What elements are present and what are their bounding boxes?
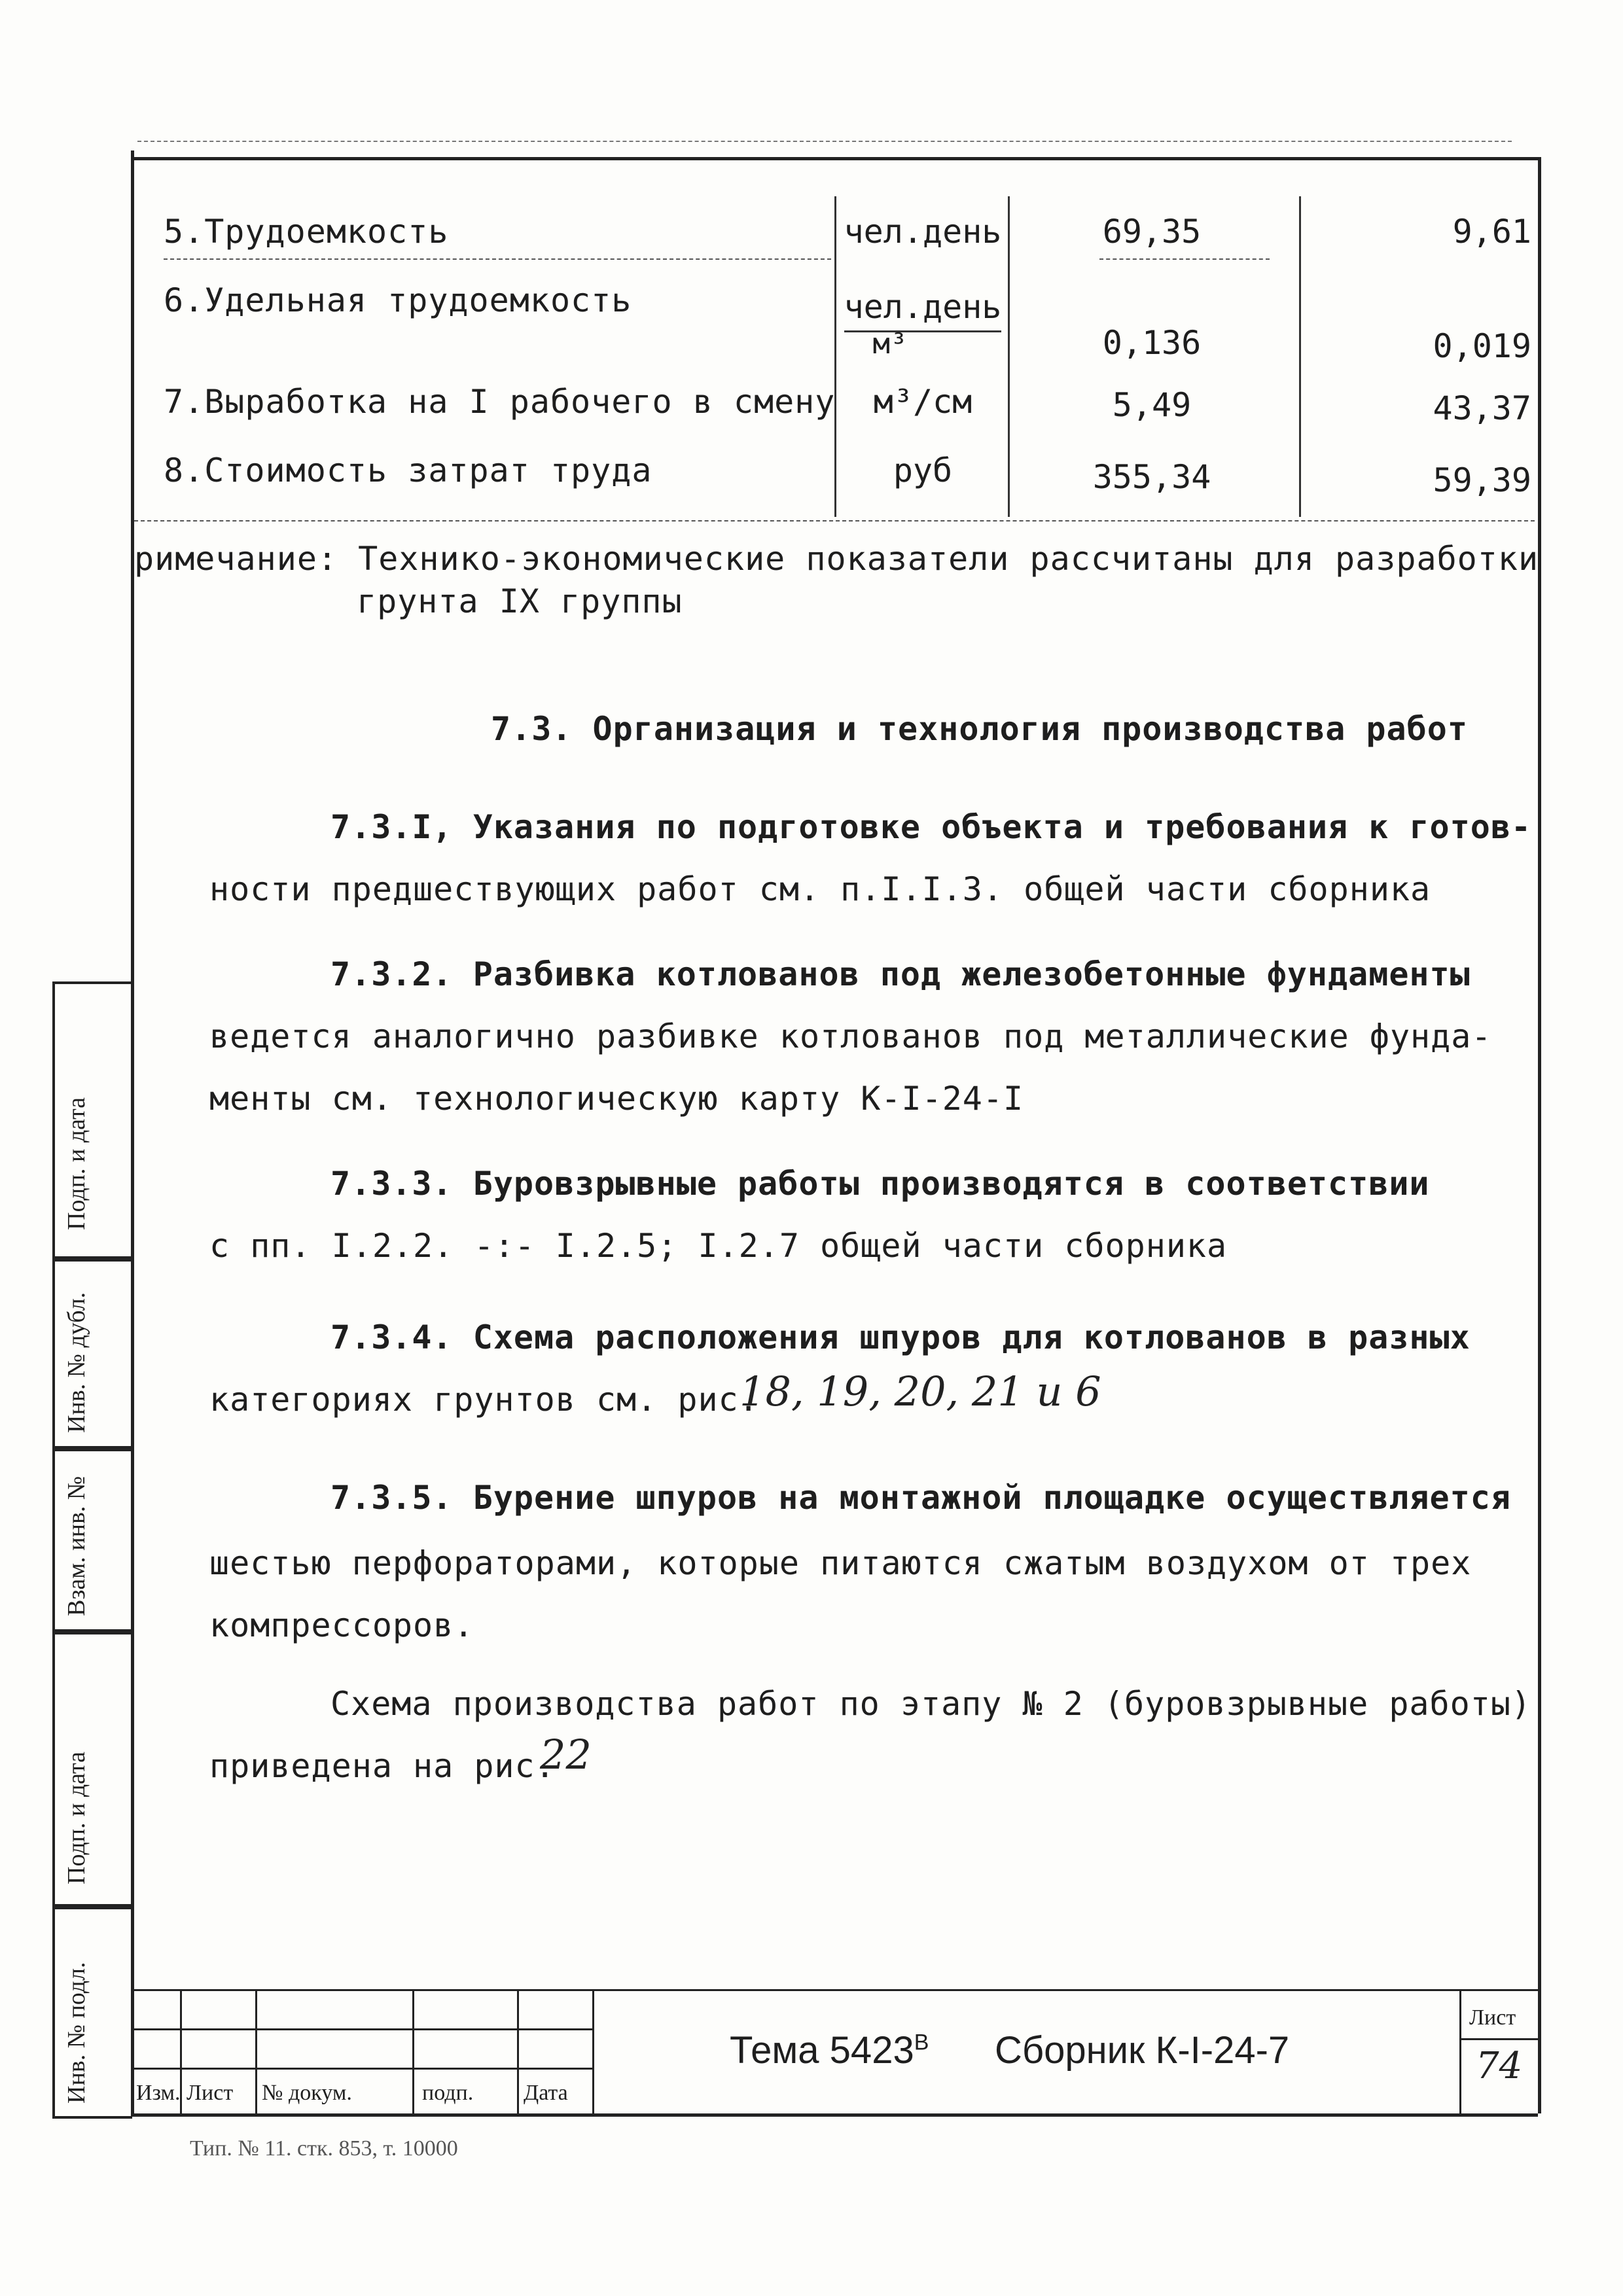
stamp-inv-podl: Инв. № подл. (63, 1962, 90, 2104)
table-row-unit: чел.день (844, 288, 1002, 326)
table-row-value-1: 0,136 (1102, 324, 1202, 362)
paragraph-line: менты см. технологическую карту К-I-24-I (209, 1080, 1024, 1118)
table-row-label: 7.Выработка на I рабочего в смену (164, 383, 836, 421)
title-block-sbornik: Сборник К-I-24-7 (995, 2029, 1290, 2072)
table-col-divider-3 (1299, 196, 1301, 517)
title-block-col-list: Лист (187, 2081, 234, 2105)
title-block-grid-line (134, 2068, 592, 2070)
paragraph-line: компрессоров. (209, 1606, 474, 1644)
table-row-label: 8.Стоимость затрат труда (164, 451, 652, 489)
stamp-inv-dubl: Инв. № дубл. (63, 1292, 90, 1433)
stamp-sign-date-1: Подп. и дата (63, 1097, 90, 1230)
table-row-value-2: 43,37 (1433, 389, 1531, 427)
table-row-value-2: 9,61 (1452, 213, 1531, 251)
table-row-unit: руб (893, 451, 953, 489)
title-block-col-sign: подп. (422, 2081, 474, 2105)
paragraph-line: приведена на рис. (209, 1747, 556, 1785)
table-bottom-line (134, 520, 1535, 521)
frame-right-border (1538, 157, 1541, 2113)
title-block-col-date: Дата (524, 2081, 568, 2105)
title-block-tema (730, 2028, 929, 2072)
title-block-col-izm: Изм. (136, 2081, 181, 2105)
stamp-vzam-inv: Взам. инв. № (63, 1475, 90, 1616)
paragraph-line: категориях грунтов см. рис. (209, 1381, 759, 1419)
table-row-unit-denominator: м³ (872, 327, 908, 361)
title-block-grid-line (1459, 2038, 1538, 2040)
table-row-value-1: 5,49 (1112, 386, 1192, 424)
title-block-grid-line (412, 1989, 414, 2113)
section-heading: 7.3. Организация и технология производства работ (491, 710, 1468, 748)
handwritten-figure-refs: 18, 19, 20, 21 и 6 (740, 1368, 1101, 1415)
table-col-divider-1 (834, 196, 836, 517)
frame-top-border (131, 157, 1538, 160)
row-underline (1099, 258, 1270, 260)
table-row-value-1: 69,35 (1102, 213, 1202, 251)
title-block-sheet-number: 74 (1476, 2045, 1523, 2087)
note-line-2: грунта IX группы (357, 582, 683, 620)
table-row-value-1: 355,34 (1092, 458, 1211, 496)
title-block-grid-line (255, 1989, 257, 2113)
title-block-grid-line (134, 2028, 592, 2030)
table-row-unit: чел.день (844, 213, 1002, 251)
title-block-col-doc: № докум. (262, 2081, 352, 2105)
table-row-label: 5.Трудоемкость (164, 213, 449, 251)
paragraph-line: 7.3.3. Буровзрывные работы производятся в соответствии (330, 1165, 1430, 1203)
note-line-1: римечание: Технико-экономические показатели рассчитаны для разработки (134, 540, 1539, 578)
title-block-top-line (134, 1989, 1538, 1991)
frame-dashed-top (137, 141, 1512, 142)
table-row-value-2: 0,019 (1433, 327, 1531, 365)
paragraph-line: с пп. I.2.2. -:- I.2.5; I.2.7 общей части сборника (209, 1227, 1228, 1265)
title-block-grid-line (517, 1989, 519, 2113)
handwritten-figure-ref: 22 (540, 1731, 592, 1778)
title-block-grid-line (1459, 1989, 1461, 2113)
paragraph-line: 7.3.4. Схема расположения шпуров для котлованов в разных (330, 1318, 1471, 1356)
paragraph-line: ности предшествующих работ см. п.I.I.3. общей части сборника (209, 870, 1431, 908)
paragraph-line: ведется аналогично разбивке котлованов под металлические фунда- (209, 1017, 1492, 1055)
paragraph-line: шестью перфораторами, которые питаются сжатым воздухом от трех (209, 1544, 1472, 1582)
row-underline (164, 258, 831, 260)
paragraph-line: 7.3.I, Указания по подготовке объекта и требования к готов- (330, 808, 1532, 846)
table-row-label: 6.Удельная трудоемкость (164, 281, 632, 319)
table-col-divider-2 (1008, 196, 1010, 517)
stamp-sign-date-2: Подп. и дата (63, 1751, 90, 1884)
table-row-value-2: 59,39 (1433, 461, 1531, 499)
frame-bottom-border (131, 2113, 1538, 2117)
paragraph-line: Схема производства работ по этапу № 2 (буровзрывные работы) (330, 1685, 1532, 1723)
tema-text: Тема 5423 (730, 2029, 914, 2072)
paragraph-line: 7.3.2. Разбивка котлованов под железобетонные фундаменты (330, 955, 1471, 993)
title-block-sheet-label: Лист (1469, 2005, 1516, 2030)
tema-superscript: В (914, 2030, 929, 2055)
title-block-grid-line (592, 1989, 594, 2113)
table-row-unit: м³/см (873, 383, 972, 421)
print-imprint: Тип. № 11. стк. 853, т. 10000 (190, 2136, 458, 2161)
paragraph-line: 7.3.5. Бурение шпуров на монтажной площадке осуществляется (330, 1479, 1511, 1517)
